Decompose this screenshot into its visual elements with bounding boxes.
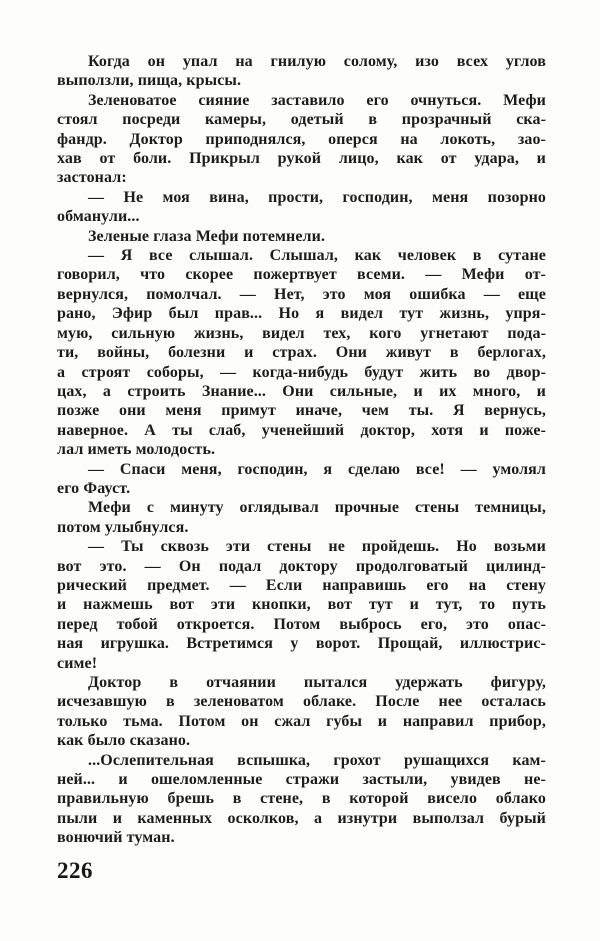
text-line: ная игрушка. Встретимся у ворот. Прощай, иллюстрис-	[57, 635, 546, 653]
text-line: цах, а строить Знание... Они сильные, и их много, и	[57, 382, 546, 400]
paragraph	[57, 673, 546, 751]
text-line: и нажмешь вот эти кнопки, вот тут и тут, то путь	[57, 596, 546, 614]
text-line: говорил, что скорее пожертвует всеми. — Мефи от-	[57, 266, 546, 284]
text-line: Когда он упал на гнилую солому, изо всех углов	[88, 53, 546, 70]
text-line: ...Ослепительная вспышка, грохот рушащихся кам-	[88, 751, 546, 769]
text-line: хав от боли. Прикрыл рукой лицо, как от удара, и	[57, 150, 546, 168]
text-line: мую, сильную жизнь, видел тех, кого угнетают пода-	[57, 324, 546, 342]
page-number: 226	[57, 858, 93, 883]
text-line: Зеленоватое сияние заставило его очнуться. Мефи	[88, 91, 546, 109]
text-line: симе!	[57, 654, 98, 672]
text-line: выползли, пища, крысы.	[57, 72, 242, 90]
text-line: наверное. А ты слаб, ученейший доктор, хотя и поже-	[57, 421, 546, 439]
text-line: стоял посреди камеры, одетый в прозрачный ска-	[57, 111, 546, 129]
text-line: его Фауст.	[57, 479, 131, 497]
text-line: потом улыбнулся.	[57, 518, 189, 536]
text-line: — Спаси меня, господин, я сделаю все! — умолял	[88, 460, 546, 478]
text-line: правильную брешь в стене, в которой висело облако	[57, 790, 546, 808]
text-line: только тьма. Потом он сжал губы и направил прибор,	[57, 712, 546, 730]
text-line: лал иметь молодость.	[57, 441, 216, 459]
paragraph	[57, 188, 546, 227]
paragraph	[57, 537, 546, 673]
text-line: вернулся, помолчал. — Нет, это моя ошибка — еще	[57, 285, 546, 303]
text-line: — Ты сквозь эти стены не пройдешь. Но возьми	[88, 538, 546, 556]
text-line: застонал:	[57, 169, 127, 187]
text-line: а строят соборы, — когда-нибудь будут жить во двор-	[57, 363, 546, 381]
text-line: перед тобой откроется. Потом выбрось его, это опас-	[57, 615, 546, 633]
text-line: рано, Эфир был прав... Но я видел тут жизнь, упря-	[57, 305, 546, 323]
paragraph	[57, 246, 546, 459]
text-line: фандр. Доктор приподнялся, оперся на локоть, зао-	[57, 130, 546, 148]
paragraph	[57, 498, 546, 537]
text-line: исчезавшую в зеленоватом облаке. После нее осталась	[57, 693, 546, 711]
text-line: как было сказано.	[57, 732, 191, 750]
paragraph	[57, 227, 546, 246]
text-line: вонючий туман.	[57, 829, 175, 847]
text-line: обманули...	[57, 208, 140, 226]
text-line: — Я все слышал. Слышал, как человек в сутане	[88, 247, 546, 265]
text-line: ти, войны, болезни и страх. Они живут в берлогах,	[57, 344, 546, 362]
text-line: позже они меня примут иначе, чем ты. Я вернусь,	[57, 402, 546, 420]
text-line: пыли и каменных осколков, а изнутри выползал бурый	[57, 809, 546, 827]
text-line: — Не моя вина, прости, господин, меня позорно	[88, 188, 546, 206]
paragraph	[57, 460, 546, 499]
text-line: рический предмет. — Если направишь его на стену	[57, 576, 546, 594]
text-line: Доктор в отчаянии пытался удержать фигуру,	[88, 674, 546, 691]
paragraph	[57, 52, 546, 91]
paragraph	[57, 91, 546, 188]
text-block	[57, 52, 546, 848]
paragraph	[57, 751, 546, 848]
text-line: вот это. — Он подал доктору продолговатый цилинд-	[57, 557, 546, 575]
text-line: Мефи с минуту оглядывал прочные стены темницы,	[88, 499, 546, 517]
text-line: Зеленые глаза Мефи потемнели.	[88, 227, 326, 245]
text-line: ней... и ошеломленные стражи застыли, увидев не-	[57, 771, 546, 789]
